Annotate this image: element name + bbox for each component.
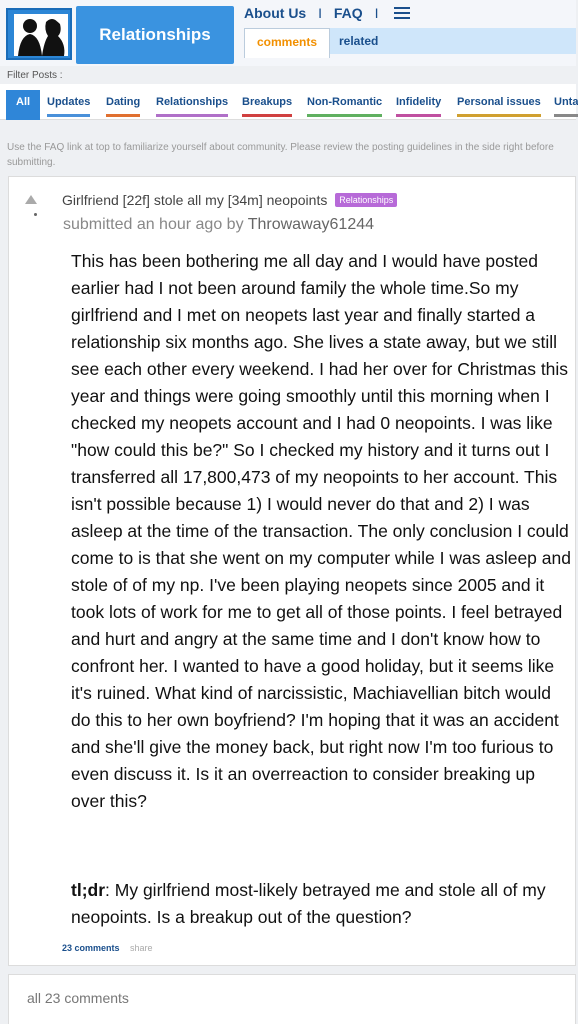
submitted-prefix: submitted an hour ago by — [63, 216, 244, 233]
post-title-text[interactable]: Girlfriend [22f] stole all my [34m] neopoints — [62, 192, 328, 208]
tldr-label: tl;dr — [71, 880, 106, 900]
filter-breakups[interactable]: Breakups — [242, 96, 292, 117]
post-flair[interactable]: Relationships — [335, 193, 397, 207]
comments-link[interactable]: 23 comments — [62, 943, 120, 953]
nav-separator: I — [374, 5, 379, 22]
upvote-arrow-icon[interactable] — [25, 195, 37, 204]
couple-silhouette-icon — [14, 14, 68, 56]
top-nav — [244, 4, 410, 24]
post-title[interactable] — [62, 192, 397, 208]
menu-icon[interactable] — [394, 4, 410, 22]
about-us-link[interactable]: About Us — [244, 5, 307, 22]
tab-related[interactable]: related — [339, 34, 379, 48]
tldr-text: : My girlfriend most-likely betrayed me and stole all of my neopoints. Is a breakup out of the question? — [71, 880, 546, 927]
tab-comments[interactable]: comments — [244, 28, 330, 58]
filter-non-romantic[interactable]: Non-Romantic — [307, 96, 382, 117]
filter-all[interactable]: All — [6, 90, 40, 120]
filter-label: Filter Posts : — [7, 70, 63, 81]
filter-infidelity[interactable]: Infidelity — [396, 96, 441, 117]
vote-score — [34, 213, 37, 216]
post-meta — [63, 216, 374, 234]
filter-dating[interactable]: Dating — [106, 96, 140, 117]
share-link[interactable]: share — [130, 943, 153, 953]
header — [0, 0, 576, 66]
filter-updates[interactable]: Updates — [47, 96, 90, 117]
filter-bar — [0, 84, 576, 120]
post-tldr — [71, 877, 571, 931]
subreddit-logo[interactable] — [6, 8, 72, 60]
tab-bar — [244, 28, 576, 54]
faq-link[interactable]: FAQ — [333, 5, 363, 22]
all-comments-bar[interactable] — [8, 974, 576, 1024]
nav-separator: I — [318, 5, 322, 22]
subreddit-title[interactable]: Relationships — [76, 6, 234, 64]
post-actions — [62, 943, 153, 953]
filter-personal-issues[interactable]: Personal issues — [457, 96, 541, 117]
filter-relationships[interactable]: Relationships — [156, 96, 228, 117]
post-body: This has been bothering me all day and I would have posted earlier had I not been around family the whole time.So my girlfriend and I met on neopets last year and finally started a relationship six months ago. She lives a state away, but we still see each other every weekend. I had her over for Christmas this year and things were going smoothly until this morning when I checked my neopets account and I had 0 neopoints. I was like "how could this be?" So I checked my history and it turns out I transferred all 17,800,473 of my neopoints to her account. This isn't possible because 1) I would never do that and 2) I was asleep at the time of the transaction. The only conclusion I could come to is that she went on my computer while I was asleep and stole of of my np. I've been playing neopets since 2005 and it took lots of work for me to get all of those points. I feel betrayed and hurt and angry at the same time and I don't know how to confront her. I wanted to have a good holiday, but it seems like it's ruined. What kind of narcissistic, Machiavellian bitch would do this to her own boyfriend? I'm hoping that it was an accident and she'll give the money back, but right now I'm too furious to even discuss it. Is it an overreaction to consider breaking up over this? — [71, 251, 571, 811]
filter-untagged[interactable]: Unta — [554, 96, 578, 117]
all-comments-link[interactable]: all 23 comments — [27, 990, 129, 1006]
post-author[interactable]: Throwaway61244 — [247, 216, 375, 233]
posting-notice: Use the FAQ link at top to familiarize yourself about community. Please review the posting guidelines in the side right before submitting. — [7, 142, 554, 168]
